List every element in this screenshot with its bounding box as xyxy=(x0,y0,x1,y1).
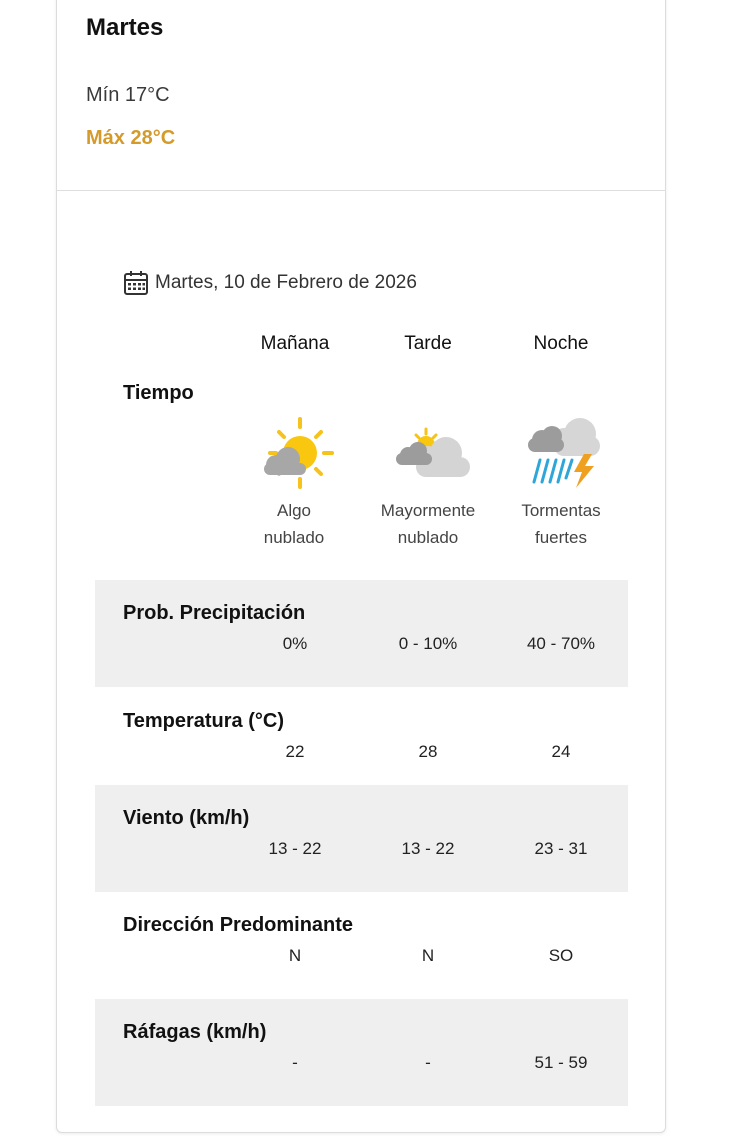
column-night: Noche xyxy=(533,333,589,354)
weather-desc-line: Tormentas xyxy=(521,501,601,520)
value-afternoon: 13 - 22 xyxy=(401,839,455,858)
row-label: Temperatura (°C) xyxy=(123,710,284,732)
weather-desc-line: Mayormente xyxy=(380,501,476,520)
weather-desc-line: nublado xyxy=(263,528,325,547)
max-temperature: Máx 28°C xyxy=(86,127,176,149)
date-text: Martes, 10 de Febrero de 2026 xyxy=(155,272,417,293)
row-label: Ráfagas (km/h) xyxy=(123,1021,267,1043)
weather-label: Tiempo xyxy=(123,382,194,404)
row-label: Viento (km/h) xyxy=(123,807,250,829)
value-morning: N xyxy=(288,946,302,965)
value-night: SO xyxy=(548,946,574,965)
date-line xyxy=(123,270,417,296)
value-afternoon: 28 xyxy=(418,742,438,761)
value-night: 51 - 59 xyxy=(534,1053,588,1072)
value-afternoon: - xyxy=(425,1053,431,1072)
day-title: Martes xyxy=(86,14,164,41)
row-label: Prob. Precipitación xyxy=(123,602,306,624)
value-night: 23 - 31 xyxy=(534,839,588,858)
row-precipitation xyxy=(95,580,628,687)
column-morning: Mañana xyxy=(260,333,330,354)
thunderstorm-icon xyxy=(524,412,604,492)
sun-partly-cloudy-icon xyxy=(258,415,338,495)
row-wind-direction xyxy=(95,892,628,999)
row-gusts xyxy=(95,999,628,1106)
weather-desc-line: Algo xyxy=(276,501,312,520)
row-wind xyxy=(95,785,628,892)
value-morning: 22 xyxy=(285,742,305,761)
min-temperature: Mín 17°C xyxy=(86,84,170,106)
weather-desc-morning xyxy=(229,497,359,551)
value-morning: - xyxy=(292,1053,298,1072)
column-afternoon: Tarde xyxy=(404,333,452,354)
value-night: 24 xyxy=(551,742,571,761)
row-temperature xyxy=(95,688,628,795)
weather-desc-afternoon xyxy=(363,497,493,551)
value-morning: 13 - 22 xyxy=(268,839,322,858)
mostly-cloudy-icon xyxy=(392,415,472,495)
weather-desc-line: nublado xyxy=(397,528,459,547)
value-afternoon: N xyxy=(421,946,435,965)
value-night: 40 - 70% xyxy=(526,634,596,653)
calendar-icon xyxy=(123,270,149,296)
section-divider xyxy=(57,190,665,191)
weather-desc-night xyxy=(496,497,626,551)
weather-desc-line: fuertes xyxy=(535,528,587,547)
value-morning: 0% xyxy=(282,634,308,653)
value-afternoon: 0 - 10% xyxy=(398,634,458,653)
row-label: Dirección Predominante xyxy=(123,914,354,936)
